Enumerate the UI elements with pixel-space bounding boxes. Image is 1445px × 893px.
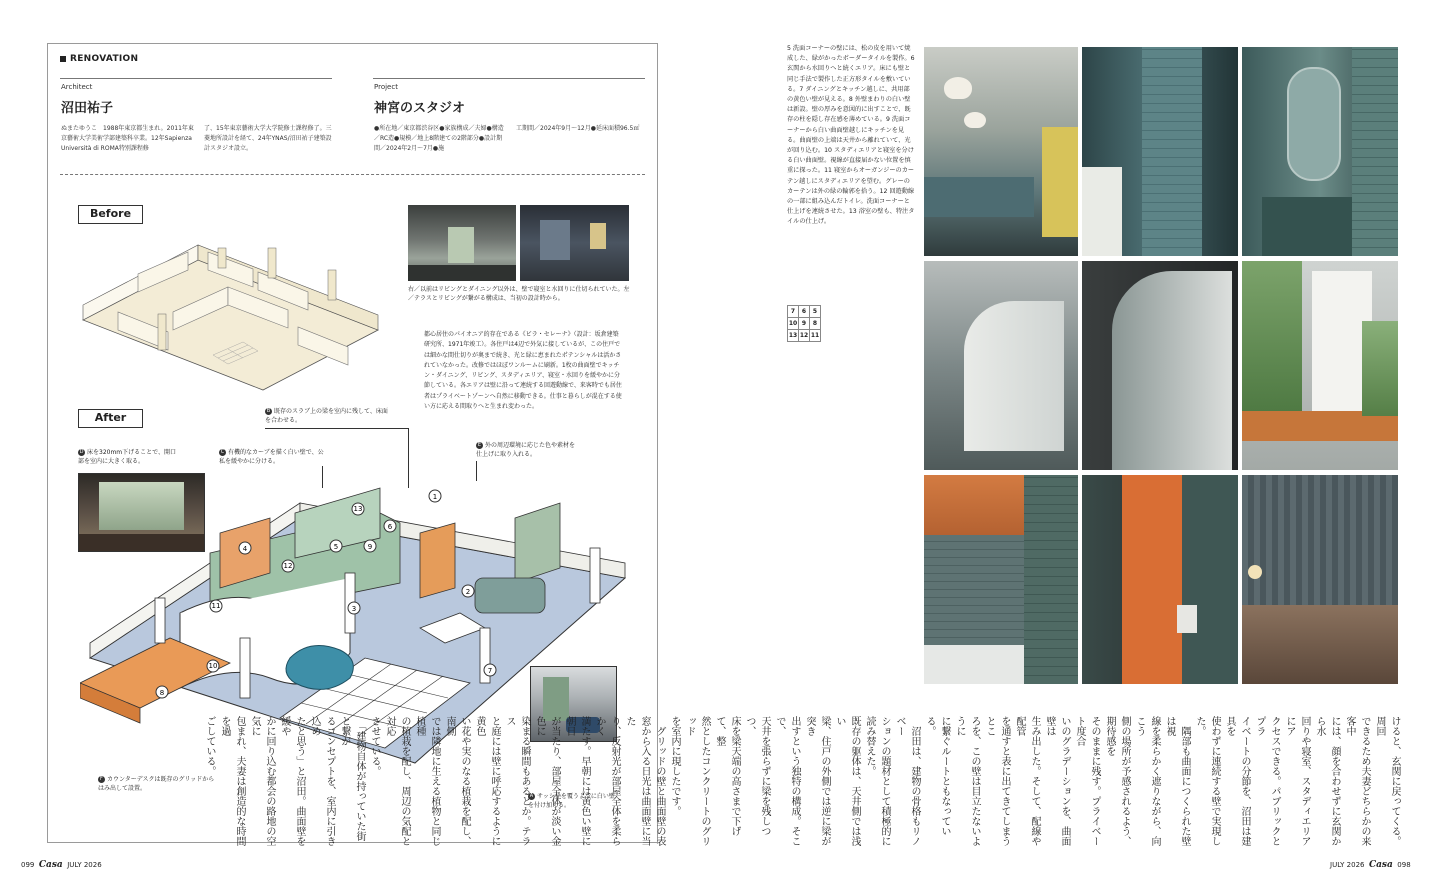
- photo-8: [1242, 261, 1398, 470]
- photo-7: [924, 47, 1078, 256]
- annotation-b-text: 既存のスラブ上の梁を室内に残して、床面を合わせる。: [265, 408, 388, 424]
- annotation-b: [265, 407, 390, 425]
- annotation-a: [528, 792, 618, 810]
- section-tag: [60, 54, 138, 64]
- before-photo-left: [520, 205, 629, 281]
- before-plan-drawing: [78, 230, 393, 395]
- project-info-right: 工期間／2024年9月～12月●延床面積96.5㎡: [516, 125, 640, 132]
- project-name: 神宮のスタジオ: [374, 101, 466, 116]
- section-label: RENOVATION: [70, 54, 139, 64]
- marker-icon: B: [266, 408, 271, 414]
- architect-heading: Architect: [61, 83, 93, 91]
- plan-number-9: 9: [367, 543, 373, 551]
- after-label: After: [78, 409, 143, 428]
- intro-text: 都心居住のパイオニア的存在である《ビラ・セレーナ》（設計：坂倉建築研究所、1971年竣工）。各住戸は4辺で外気に接しているが、この住戸では細かな間仕切りが奥まで続き、光と緑に恵まれたポテンシャルは活かされていなかった。改修ではほぼワンルームに刷新。1枚の曲面壁でキッチン・ダイニング、リビング、スタディエリア、寝室・水回りを緩やかに分節している。各エリアは壁に沿って連続する回遊動線で、来客時でも居住者はプライベートゾーンへ自然に移動できる。仕事と暮らしが混在する使い方に応える間取りへと生まれ変わった。: [424, 331, 622, 411]
- photo-6: [1082, 47, 1238, 256]
- folio-right: [1330, 860, 1411, 870]
- architect-name: 沼田祐子: [61, 101, 114, 116]
- divider: [60, 78, 332, 79]
- marker-icon: D: [79, 449, 84, 455]
- plan-number-11: 11: [211, 602, 221, 610]
- annotation-d-text: 床を320mm下げることで、開口部を室内に大きく取る。: [78, 449, 177, 465]
- marker-icon: A: [529, 793, 534, 799]
- project-info-left: ●所在地／東京都渋谷区●家族構成／夫婦●構造／RC造●規模／地上8階建ての2階部分●設計期間／2024年2月～7月●施: [374, 125, 504, 152]
- photo-13: [924, 475, 1078, 684]
- body-text-vertical: けると、玄関に戻ってくる。周回 できるため夫妻どちらかの来客中 には、顔を合わせずに玄関から水 回りや寝室、スタディエリアにア クセスできる。パブリックとプラ イベートの分節を、沼田は建具を 使わずに連続する壁で実現した。 隅部も曲面につくられた壁は視 線を柔らかく遮りながら、向こう 側の場所が予感されるよう、期待感を そのままに残す。プライベート度合 いのグラデーションを、曲面壁は 生み出した。そして、配線や配管 を通すと表に出てきてしまうとこ ろを、この壁は目立たないように に繋ぐルートともなっている。 沼田は、建物の骨格もリノベー ションの題材として積極的に読み替えた。 既存の躯体は、天井側では浅い 梁、住戸の外側では逆に梁が突き 出すという独特の構成。そこで、 天井を張らずに梁を残しつつ、 床を梁天端の高さまで下げて、整 然としたコンクリートのグリッド を室内に現したです。 グリッドの壁と曲面壁の表 窓から入る日光は曲面壁に当た り、反射光が部屋全体を柔らかく 満たす。早朝には黄色い壁に朝日 が当たり、部屋全体が淡い金色に 染まる瞬間もあるとか。テラス と庭には壁に呼応するように黄色 い花や実のなる植栽を配し、南側 では隣地に生える植物と同じ植種 の植栽を配し、周辺の気配と対応 させている。 「建物自体が持っていた街と繋が るコンセプトを、室内に引き込め たと思う」と沼田。曲面壁を緩や かに回り込む都会の路地の空気に 包まれ、夫妻は創造的な時間を過 ごしている。: [204, 716, 1400, 846]
- before-caption: 右／以前はリビングとダイニング以外は、壁で寝室と水回りに仕切られていた。左／テラスとリビングが繋がる構成は、当初の設計時から。: [408, 286, 630, 302]
- plan-number-2: 2: [465, 588, 471, 596]
- plan-number-6: 6: [387, 523, 393, 531]
- photo-11: [1242, 475, 1398, 684]
- dashed-divider: [60, 174, 645, 175]
- plan-number-5: 5: [333, 543, 339, 551]
- plan-number-7: 7: [487, 667, 493, 675]
- plan-number-1: 1: [432, 493, 438, 501]
- plan-number-4: 4: [242, 545, 248, 553]
- marker-icon: C: [220, 449, 225, 455]
- annotation-e-text: 外の周辺環境に応じた色や素材を仕上げに取り入れる。: [476, 442, 576, 458]
- issue-label: JULY 2026: [67, 861, 102, 869]
- annotation-f: [98, 775, 218, 793]
- annotation-c-text: 有機的なカーブを描く白い壁で、公私を緩やかに分ける。: [219, 449, 324, 465]
- marker-icon: F: [98, 776, 105, 783]
- photo-key-grid: 7 6 5 10 9 8 13 12 11: [787, 305, 821, 342]
- plan-number-3: 3: [351, 605, 357, 613]
- project-heading: Project: [374, 83, 398, 91]
- before-label: Before: [78, 205, 143, 224]
- photo-12: [1082, 475, 1238, 684]
- plan-number-13: 13: [353, 505, 363, 513]
- annotation-f-text: カウンターデスクは既存のグリッドからはみ出して設置。: [98, 776, 215, 792]
- annotation-d: [78, 448, 178, 466]
- architect-bio-right: 了、15年東京藝術大学大学院修士課程修了。三菱地所設計を経て、24年YNAS/沼田祐子建築設計スタジオ設立。: [204, 125, 332, 152]
- plan-number-10: 10: [208, 662, 218, 670]
- before-photo-right: [408, 205, 516, 281]
- folio-left: [21, 860, 102, 870]
- brand-logo: Casa: [38, 860, 63, 870]
- page-number: 098: [1397, 861, 1411, 869]
- annotation-a-text: サッシ枠を覆うように白い壁を付け加える。: [528, 793, 615, 809]
- annotation-e: [476, 441, 576, 459]
- plan-number-8: 8: [159, 689, 165, 697]
- issue-label: JULY 2026: [1330, 861, 1365, 869]
- brand-logo: Casa: [1368, 860, 1393, 870]
- leader-line: [265, 428, 408, 429]
- photo-5: [1242, 47, 1398, 256]
- divider: [373, 78, 645, 79]
- square-bullet-icon: [60, 56, 66, 62]
- page-number: 099: [21, 861, 35, 869]
- plan-number-12: 12: [283, 562, 293, 570]
- photo-9: [1082, 261, 1238, 470]
- marker-icon: E: [477, 442, 482, 448]
- architect-bio-left: ぬまたゆうこ 1988年東京都生まれ。2011年東京藝術大学美術学部建築科卒業。12年Sapienza Università di ROMA特別課程修: [61, 125, 194, 152]
- photo-captions: 5 洗面コーナーの壁には、松の皮を用いて焼成した、緑がかったボーダータイルを製作。6 玄関から水回りへと続くエリア。床にも壁と同じ手法で製作した正方形タイルを敷いている。7 ダイニングとキッチン越しに、共用部の黄色い壁が見える。8 外壁まわりの白い壁は新設。壁の厚みを意図的に出すことで、既存の柱を隠し存在感を薄めている。9 洗面コーナーから白い曲面壁越しにキッチンを見る。曲面壁の上端は天井から離れていて、光が回り込む。10 スタディエリアと寝室を分ける白い曲面壁。視線が直接届かない位置を慎重に探った。11 寝室からオーガンジーのカーテン越しにスタディエリアを望む。グレーのカーテンは外の緑の輪郭を拾う。12 回遊動線の一部に組み込んだトイレ。洗面コーナーと仕上げを連続させた。13 浴室の壁も、特注タイルの仕上げ。: [787, 45, 915, 226]
- annotation-c: [219, 448, 329, 466]
- photo-10: [924, 261, 1078, 470]
